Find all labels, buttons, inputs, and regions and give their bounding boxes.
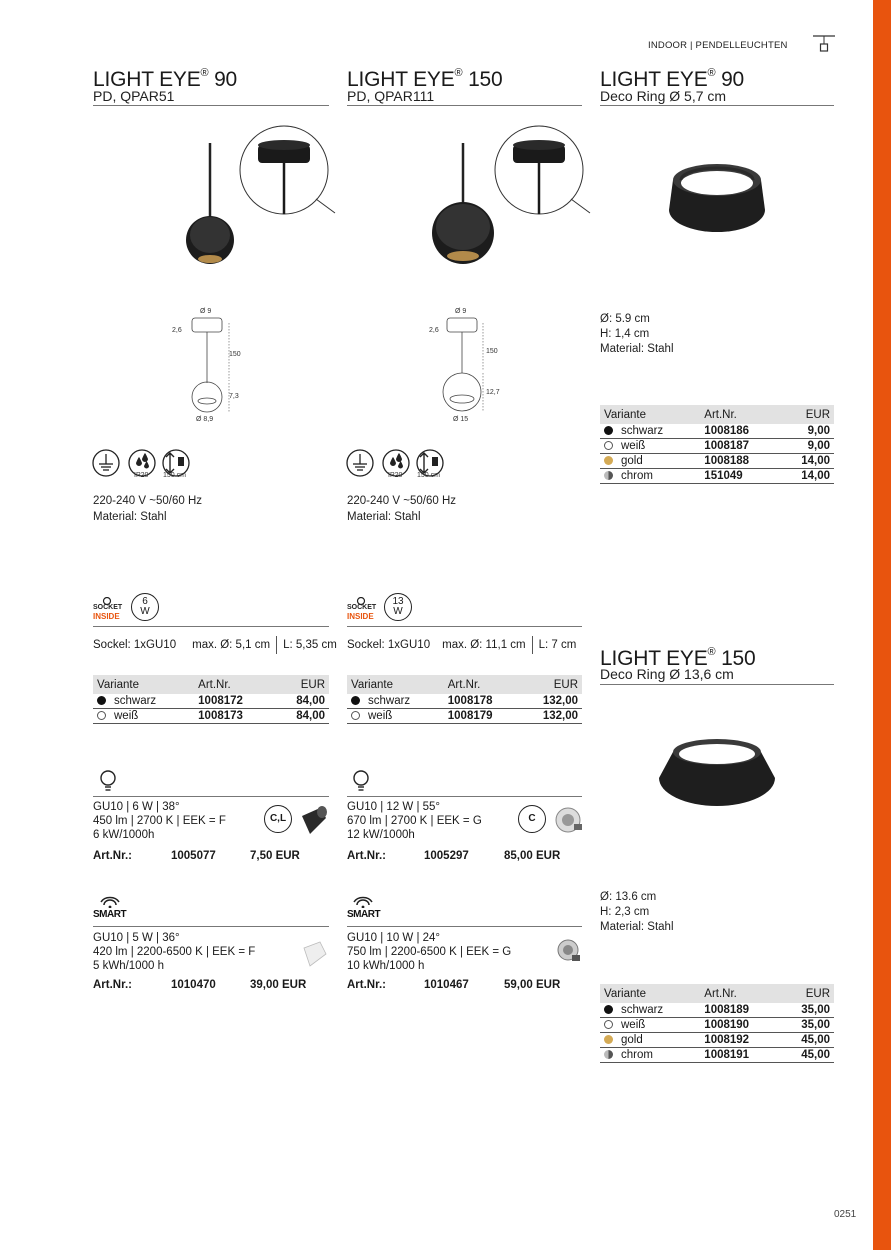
table-row: schwarz 1008189 35,00 bbox=[600, 1003, 834, 1018]
color-dot bbox=[351, 711, 360, 720]
spec-voltage: 220-240 V ~50/60 Hz bbox=[93, 495, 203, 507]
dimension-drawing bbox=[170, 305, 260, 425]
lamp1-price: 85,00 EUR bbox=[504, 850, 561, 862]
product-title: LIGHT EYE® 150 bbox=[347, 67, 503, 91]
col-eur: EUR bbox=[274, 675, 329, 694]
color-dot bbox=[604, 471, 613, 480]
variant-table bbox=[93, 675, 329, 724]
col-variant: Variante bbox=[600, 405, 700, 424]
dim-cable: 150 bbox=[229, 351, 241, 358]
socket-info: Sockel: 1xGU10 max. Ø: 5,1 cm L: 5,35 cm bbox=[89, 635, 341, 655]
bulb-icon bbox=[99, 770, 119, 792]
watt-badge: 6 W bbox=[131, 593, 159, 621]
col-eur: EUR bbox=[779, 984, 834, 1003]
color-dot bbox=[604, 426, 613, 435]
page-number: 0251 bbox=[834, 1209, 857, 1220]
color-dot bbox=[604, 1050, 613, 1059]
inside-label: INSIDE bbox=[347, 612, 374, 621]
socket-rule bbox=[93, 626, 329, 627]
color-dot bbox=[97, 696, 106, 705]
smart-label: SMART bbox=[93, 909, 127, 920]
product-subtitle: PD, QPAR51 bbox=[93, 88, 175, 104]
smart-bulb-image bbox=[298, 938, 328, 968]
color-dot bbox=[604, 456, 613, 465]
col-eur: EUR bbox=[520, 675, 582, 694]
dim-bottom: Ø 8,9 bbox=[196, 416, 214, 423]
table-row: schwarz 1008172 84,00 bbox=[93, 694, 329, 709]
dimmable-badge: C,L bbox=[264, 805, 292, 833]
dim-top: Ø 9 bbox=[200, 308, 212, 315]
lamp2-price: 59,00 EUR bbox=[504, 979, 561, 991]
table-row: chrom 151049 14,00 bbox=[600, 469, 834, 484]
col-art: Art.Nr. bbox=[700, 405, 779, 424]
cable-label: 150 cm bbox=[417, 472, 440, 479]
color-dot bbox=[97, 711, 106, 720]
socket-inside-badge bbox=[93, 597, 125, 623]
color-dot bbox=[604, 441, 613, 450]
lamp1-text: GU10 | 12 W | 55° 670 lm | 2700 K | EEK = G 12 kW/1000h bbox=[347, 801, 482, 841]
col-art: Art.Nr. bbox=[444, 675, 520, 694]
ip-label: IP20 bbox=[388, 472, 403, 479]
socket-inside-badge bbox=[347, 597, 379, 623]
wifi-icon bbox=[97, 896, 123, 908]
smart-label: SMART bbox=[347, 909, 381, 920]
socket-label: SOCKET bbox=[347, 604, 377, 611]
col-variant: Variante bbox=[347, 675, 444, 694]
socket-info: Sockel: 1xGU10 max. Ø: 11,1 cm L: 7 cm bbox=[343, 635, 580, 655]
orange-page-edge bbox=[873, 0, 891, 1250]
page-category: INDOOR | PENDELLEUCHTEN bbox=[648, 40, 788, 51]
smart-rule bbox=[93, 926, 329, 927]
variant-table bbox=[347, 675, 582, 724]
color-dot bbox=[604, 1035, 613, 1044]
title-rule bbox=[600, 684, 834, 685]
smart-qpar-bulb-image bbox=[552, 935, 584, 967]
dim-top: Ø 9 bbox=[455, 308, 467, 315]
pendant-lamp-photo bbox=[425, 125, 595, 275]
col-variant: Variante bbox=[93, 675, 194, 694]
product-title: LIGHT EYE® 90 bbox=[93, 67, 238, 91]
title-rule bbox=[347, 105, 582, 106]
ring-subtitle: Deco Ring Ø 13,6 cm bbox=[600, 666, 734, 682]
wifi-icon bbox=[350, 896, 376, 908]
col-variant: Variante bbox=[600, 984, 700, 1003]
table-row: gold 1008192 45,00 bbox=[600, 1033, 834, 1048]
pendant-lamp-photo bbox=[170, 125, 340, 275]
lamp2-price: 39,00 EUR bbox=[250, 979, 307, 991]
dim-canopy: 2,6 bbox=[429, 327, 439, 334]
lamp2-art-label: Art.Nr.: bbox=[347, 979, 386, 991]
smart-rule bbox=[347, 926, 582, 927]
spec-material: Material: Stahl bbox=[347, 511, 421, 523]
ring-subtitle: Deco Ring Ø 5,7 cm bbox=[600, 88, 727, 104]
lamp2-text: GU10 | 5 W | 36° 420 lm | 2200-6500 K | EEK = F 5 kWh/1000 h bbox=[93, 932, 256, 972]
dim-cable: 150 bbox=[486, 348, 498, 355]
lamp2-art: 1010467 bbox=[424, 979, 469, 991]
cable-label: 150 cm bbox=[163, 472, 186, 479]
color-dot bbox=[604, 1005, 613, 1014]
table-row: gold 1008188 14,00 bbox=[600, 454, 834, 469]
lamp-rule bbox=[347, 796, 582, 797]
table-row: schwarz 1008186 9,00 bbox=[600, 424, 834, 439]
table-row: weiß 1008187 9,00 bbox=[600, 439, 834, 454]
lamp1-price: 7,50 EUR bbox=[250, 850, 300, 862]
ring-title: LIGHT EYE® 150 bbox=[600, 646, 756, 670]
lamp2-text: GU10 | 10 W | 24° 750 lm | 2200-6500 K | EEK = G 10 kWh/1000 h bbox=[347, 932, 512, 972]
ring-title: LIGHT EYE® 90 bbox=[600, 67, 745, 91]
col-art: Art.Nr. bbox=[700, 984, 779, 1003]
deco-ring-image bbox=[665, 150, 770, 240]
table-row: weiß 1008173 84,00 bbox=[93, 709, 329, 724]
color-dot bbox=[351, 696, 360, 705]
spec-material: Material: Stahl bbox=[93, 511, 167, 523]
lamp1-text: GU10 | 6 W | 38° 450 lm | 2700 K | EEK = F 6 kW/1000h bbox=[93, 801, 226, 841]
dimension-drawing bbox=[425, 305, 515, 425]
table-row: schwarz 1008178 132,00 bbox=[347, 694, 582, 709]
col-eur: EUR bbox=[779, 405, 834, 424]
socket-label: SOCKET bbox=[93, 604, 123, 611]
product-subtitle: PD, QPAR111 bbox=[347, 88, 435, 104]
socket-rule bbox=[347, 626, 582, 627]
dimmable-badge: C bbox=[518, 805, 546, 833]
gu10-bulb-image bbox=[298, 804, 328, 836]
dim-canopy: 2,6 bbox=[172, 327, 182, 334]
table-row: weiß 1008190 35,00 bbox=[600, 1018, 834, 1033]
dim-head: 7,3 bbox=[229, 393, 239, 400]
inside-label: INSIDE bbox=[93, 612, 120, 621]
table-row: weiß 1008179 132,00 bbox=[347, 709, 582, 724]
lamp1-art: 1005077 bbox=[171, 850, 216, 862]
lamp2-art: 1010470 bbox=[171, 979, 216, 991]
spec-voltage: 220-240 V ~50/60 Hz bbox=[347, 495, 457, 507]
variant-table bbox=[600, 405, 834, 484]
qpar-bulb-image bbox=[552, 804, 584, 836]
lamp1-art-label: Art.Nr.: bbox=[347, 850, 386, 862]
variant-table bbox=[600, 984, 834, 1063]
dim-head: 12,7 bbox=[486, 389, 500, 396]
deco-ring-image bbox=[655, 730, 780, 815]
col-art: Art.Nr. bbox=[194, 675, 273, 694]
table-row: chrom 1008191 45,00 bbox=[600, 1048, 834, 1063]
title-rule bbox=[600, 105, 834, 106]
bulb-icon bbox=[352, 770, 372, 792]
lamp1-art-label: Art.Nr.: bbox=[93, 850, 132, 862]
dim-bottom: Ø 15 bbox=[453, 416, 469, 423]
ring-spec: Ø: 5.9 cm H: 1,4 cm Material: Stahl bbox=[600, 313, 674, 355]
ring-spec: Ø: 13.6 cm H: 2,3 cm Material: Stahl bbox=[600, 891, 674, 933]
lamp-rule bbox=[93, 796, 329, 797]
lamp2-art-label: Art.Nr.: bbox=[93, 979, 132, 991]
lamp1-art: 1005297 bbox=[424, 850, 469, 862]
ip-label: IP20 bbox=[134, 472, 149, 479]
title-rule bbox=[93, 105, 329, 106]
watt-badge: 13 W bbox=[384, 593, 412, 621]
color-dot bbox=[604, 1020, 613, 1029]
pendant-lamp-icon bbox=[813, 34, 835, 54]
